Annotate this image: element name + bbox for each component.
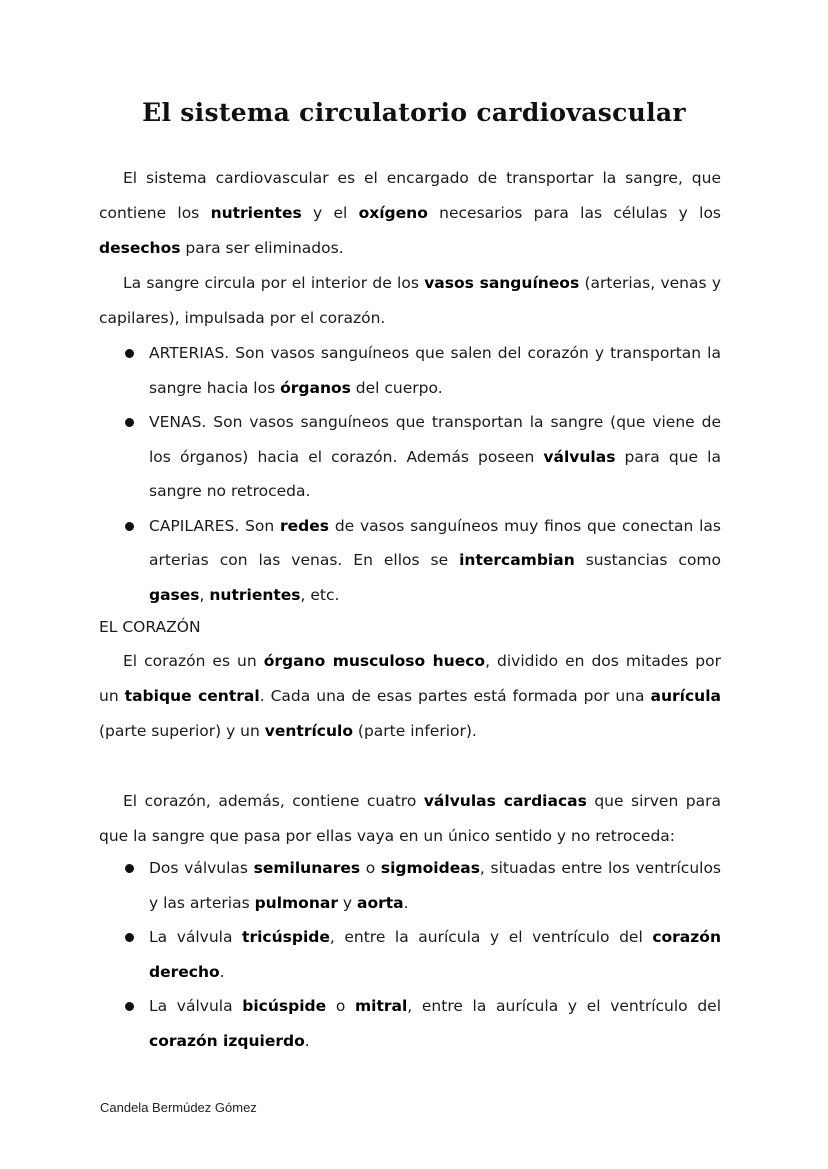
section-heading-corazon: EL CORAZÓN bbox=[99, 618, 201, 636]
bullet-icon bbox=[125, 522, 134, 531]
term-desechos: desechos bbox=[99, 239, 181, 257]
bullet-icon bbox=[125, 933, 134, 942]
circulation-paragraph: La sangre circula por el interior de los vasos sanguíneos (arterias, venas y capilares), impulsada por el corazón. bbox=[99, 274, 721, 327]
list-item-tricuspide: La válvula tricúspide, entre la aurícula y el ventrículo del corazón derecho. bbox=[99, 920, 721, 989]
valve-list bbox=[99, 851, 721, 1058]
list-item-bicuspide: La válvula bicúspide o mitral, entre la aurícula y el ventrículo del corazón izquierdo. bbox=[99, 989, 721, 1058]
term-oxigeno: oxígeno bbox=[358, 204, 428, 222]
list-item-venas: VENAS. Son vasos sanguíneos que transportan la sangre (que viene de los órganos) hacia el corazón. Además poseen válvulas para que la sangre no retroceda. bbox=[99, 405, 721, 509]
term-nutrientes: nutrientes bbox=[210, 204, 302, 222]
list-item-semilunares: Dos válvulas semilunares o sigmoideas, situadas entre los ventrículos y las arterias pulmonar y aorta. bbox=[99, 851, 721, 920]
bullet-icon bbox=[125, 418, 134, 427]
page-title: El sistema circulatorio cardiovascular bbox=[142, 98, 686, 127]
heart-paragraph: El corazón es un órgano musculoso hueco, dividido en dos mitades por un tabique central. Cada una de esas partes está formada por una aurícula (parte superior) y un ventrículo (parte inferior). bbox=[99, 652, 721, 740]
bullet-icon bbox=[125, 864, 134, 873]
term-vasos-sanguineos: vasos sanguíneos bbox=[424, 274, 580, 292]
bullet-icon bbox=[125, 1002, 134, 1011]
list-item-capilares: CAPILARES. Son redes de vasos sanguíneos muy finos que conectan las arterias con las venas. En ellos se intercambian sustancias como gases, nutrientes, etc. bbox=[99, 509, 721, 613]
intro-paragraph: El sistema cardiovascular es el encargado de transportar la sangre, que contiene los nutrientes y el oxígeno necesarios para las células y los desechos para ser eliminados. bbox=[99, 169, 722, 257]
valves-paragraph: El corazón, además, contiene cuatro válvulas cardiacas que sirven para que la sangre que pasa por ellas vaya en un único sentido y no retroceda: bbox=[99, 792, 721, 845]
page-footer-author: Candela Bermúdez Gómez bbox=[100, 1100, 257, 1115]
vessel-list bbox=[99, 336, 721, 612]
list-item-arterias: ARTERIAS. Son vasos sanguíneos que salen del corazón y transportan la sangre hacia los órganos del cuerpo. bbox=[99, 336, 721, 405]
bullet-icon bbox=[125, 349, 134, 358]
